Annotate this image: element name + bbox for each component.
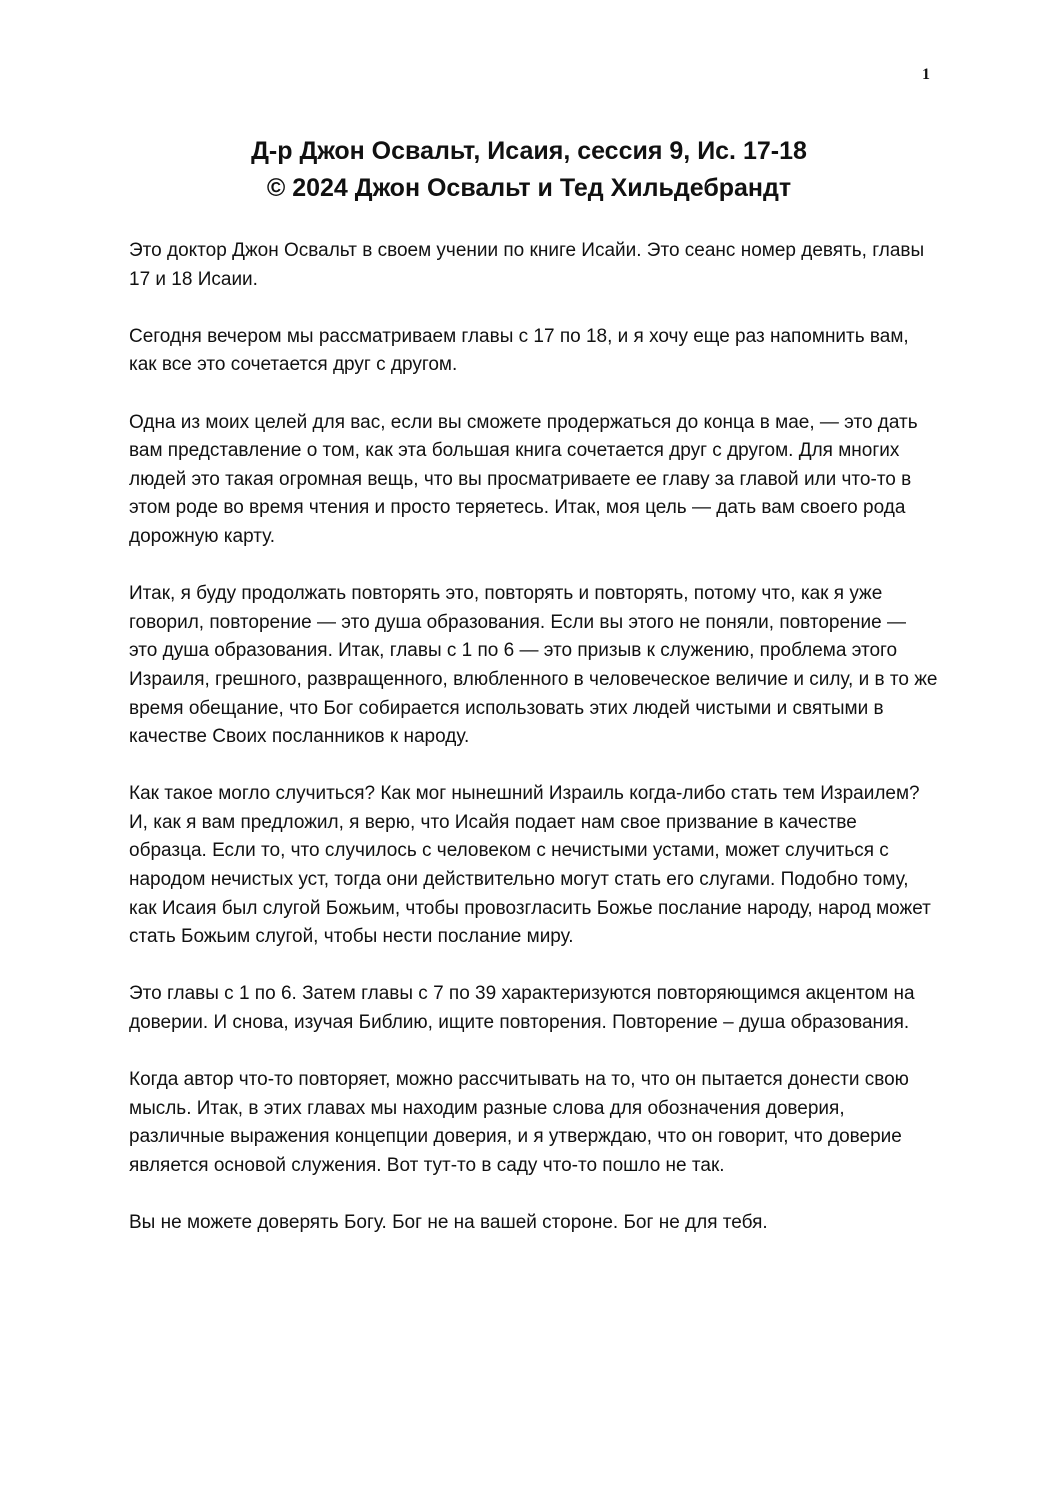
document-body — [129, 237, 939, 1266]
paragraph: Это главы с 1 по 6. Затем главы с 7 по 39 характеризуются повторяющимся акцентом на доверии. И снова, изучая Библию, ищите повторения. Повторение – душа образования. — [129, 983, 915, 1034]
title-line-2: © 2024 Джон Освальт и Тед Хильдебрандт — [266, 174, 792, 202]
paragraph: Это доктор Джон Освальт в своем учении по книге Исайи. Это сеанс номер девять, главы 17 и 18 Исаии. — [129, 240, 925, 290]
paragraph: Как такое могло случиться? Как мог нынешний Израиль когда-либо стать тем Израилем? И, как я вам предложил, я верю, что Исайя подает нам свое призвание в качестве образца. Если то, что случилось с человеком с нечистыми устами, может случиться с народом нечистых уст, тогда они действительно могут стать его слугами. Подобно тому, как Исаия был слугой Божьим, чтобы провозгласить Божье послание народу, народ может стать Божьим слугой, чтобы нести послание миру. — [129, 783, 931, 948]
paragraph: Когда автор что-то повторяет, можно рассчитывать на то, что он пытается донести свою мысль. Итак, в этих главах мы находим разные слова для обозначения доверия, различные выражения концепции доверия, и я утверждаю, что он говорит, что доверие является основой служения. Вот тут-то в саду что-то пошло не так. — [129, 1069, 909, 1176]
paragraph: Вы не можете доверять Богу. Бог не на вашей стороне. Бог не для тебя. — [129, 1212, 768, 1234]
title-line-1: Д-р Джон Освальт, Исаия, сессия 9, Ис. 17-18 — [251, 137, 807, 165]
page-number: 1 — [922, 66, 930, 83]
page-title — [0, 133, 1058, 207]
paragraph: Сегодня вечером мы рассматриваем главы с 17 по 18, и я хочу еще раз напомнить вам, как все это сочетается друг с другом. — [129, 325, 909, 376]
paragraph: Одна из моих целей для вас, если вы сможете продержаться до конца в мае, — это дать вам представление о том, как эта большая книга сочетается друг с другом. Для многих людей это такая огромная вещь, что вы просматриваете ее главу за главой или что-то в этом роде во время чтения и просто теряетесь. Итак, моя цель — дать вам своего рода дорожную карту. — [129, 411, 918, 547]
paragraph: Итак, я буду продолжать повторять это, повторять и повторять, потому что, как я уже говорил, повторение — это душа образования. Если вы этого не поняли, повторение — это душа образования. Итак, главы с 1 по 6 — это призыв к служению, проблема этого Израиля, грешного, развращенного, влюбленного в человеческое величие и силу, и в то же время обещание, что Бог собирается использовать этих людей чистыми и святыми в качестве Своих посланников к народу. — [129, 583, 938, 748]
